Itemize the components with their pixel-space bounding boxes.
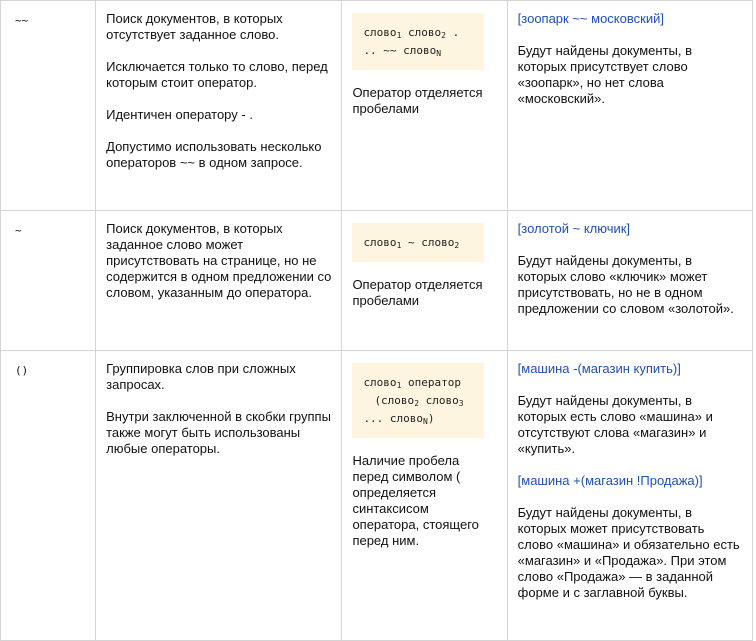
- syntax-code-block: [352, 223, 484, 262]
- example-result: Будут найдены документы, в которых слово «ключик» может присутствовать, но не в одном предложении со словом «золотой».: [517, 253, 734, 316]
- syntax-line: слово$_1$ оператор: [363, 376, 461, 390]
- example-query: [машина -(магазин купить)]: [517, 361, 681, 376]
- operator-cell: [1, 211, 96, 351]
- operator-symbol: ~: [15, 224, 22, 237]
- description-cell: [96, 211, 342, 351]
- example-query: [золотой ~ ключик]: [517, 221, 631, 236]
- example-cell: [507, 1, 752, 211]
- description-paragraph: Исключается только то слово, перед которым стоит оператор.: [106, 59, 328, 90]
- syntax-line: ... слово$_N$): [363, 412, 435, 426]
- description-paragraph: Поиск документов, в которых отсутствует заданное слово.: [106, 11, 283, 42]
- example-query: [зоопарк ~~ московский]: [517, 11, 664, 26]
- example-result: Будут найдены документы, в которых может присутствовать слово «машина» и обязательно есть «магазин» и «Продажа». При этом слово «Продажа» — в заданной форме и с заглавной буквы.: [517, 505, 740, 600]
- operator-symbol: ~~: [15, 14, 29, 27]
- syntax-cell: [342, 1, 507, 211]
- operator-cell: [1, 351, 96, 641]
- description-paragraph: Допустимо использовать несколько операторов ~~ в одном запросе.: [106, 139, 322, 170]
- example-cell: [507, 351, 752, 641]
- example-cell: [507, 211, 752, 351]
- syntax-cell: [342, 211, 507, 351]
- table-row: [1, 211, 753, 351]
- syntax-line: слово$_1$ слово$_2$ .: [363, 26, 460, 40]
- description-paragraph: Идентичен оператору - .: [106, 107, 253, 122]
- syntax-line: слово$_1$ ~ слово$_2$: [363, 236, 460, 250]
- operator-cell: [1, 1, 96, 211]
- syntax-line: .. ~~ слово$_N$: [363, 44, 442, 58]
- description-cell: [96, 351, 342, 641]
- operator-symbol: (): [15, 364, 29, 377]
- table-row: [1, 1, 753, 211]
- syntax-note: Оператор отделяется пробелами: [352, 277, 483, 308]
- description-paragraph: Группировка слов при сложных запросах.: [106, 361, 296, 392]
- example-query: [машина +(магазин !Продажа)]: [517, 473, 703, 488]
- example-result: Будут найдены документы, в которых присутствует слово «зоопарк», но нет слова «московский».: [517, 43, 693, 106]
- table-row: [1, 351, 753, 641]
- example-result: Будут найдены документы, в которых есть слово «машина» и отсутствуют слова «магазин» и «купить».: [517, 393, 713, 456]
- syntax-line: (слово$_2$ слово$_3$: [374, 394, 464, 408]
- description-cell: [96, 1, 342, 211]
- syntax-note: Наличие пробела перед символом ( определяется синтаксисом оператора, стоящего перед ним.: [352, 453, 479, 548]
- description-paragraph: Внутри заключенной в скобки группы также могут быть использованы любые операторы.: [106, 409, 331, 456]
- syntax-code-block: [352, 13, 484, 70]
- syntax-code-block: [352, 363, 484, 438]
- syntax-note: Оператор отделяется пробелами: [352, 85, 483, 116]
- syntax-cell: [342, 351, 507, 641]
- description-paragraph: Поиск документов, в которых заданное слово может присутствовать на странице, но не содержится в одном предложении со словом, указанным до оператора.: [106, 221, 332, 300]
